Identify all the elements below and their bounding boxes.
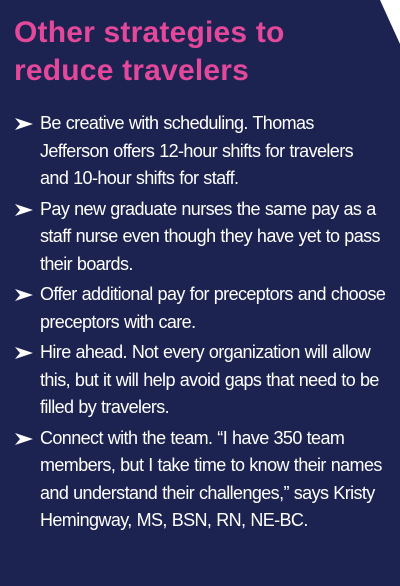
sidebar-title (14, 14, 285, 90)
list-item (14, 339, 386, 422)
list-item (14, 281, 386, 336)
list-item-text: Be creative with scheduling. Thomas Jefferson offers 12-hour shifts for travelers and 10-hour shifts for staff. (40, 113, 353, 188)
arrowhead-bullet-icon (14, 203, 34, 217)
arrowhead-bullet-icon (14, 117, 34, 131)
list-item (14, 425, 386, 535)
list-item-text: Hire ahead. Not every organization will allow this, but it will help avoid gaps that need to be filled by travelers. (40, 342, 379, 417)
arrowhead-bullet-icon (14, 432, 34, 446)
list-item-text: Pay new graduate nurses the same pay as a staff nurse even though they have yet to pass their boards. (40, 198, 380, 274)
list-item-text: Connect with the team. “I have 350 team members, but I take time to know their names and understand their challenges,” says Kristy Hemingway, MS, BSN, RN, NE-BC. (40, 427, 382, 530)
sidebar-title-line-1: Other strategies to (14, 16, 285, 49)
strategy-list (14, 110, 386, 538)
arrowhead-bullet-icon (14, 288, 34, 302)
corner-fold (380, 0, 400, 44)
list-item-text: Offer additional pay for preceptors and choose preceptors with care. (40, 284, 386, 332)
arrowhead-bullet-icon (14, 346, 34, 360)
list-item (14, 196, 386, 279)
list-item (14, 110, 386, 193)
sidebar-title-line-2: reduce travelers (14, 54, 250, 87)
